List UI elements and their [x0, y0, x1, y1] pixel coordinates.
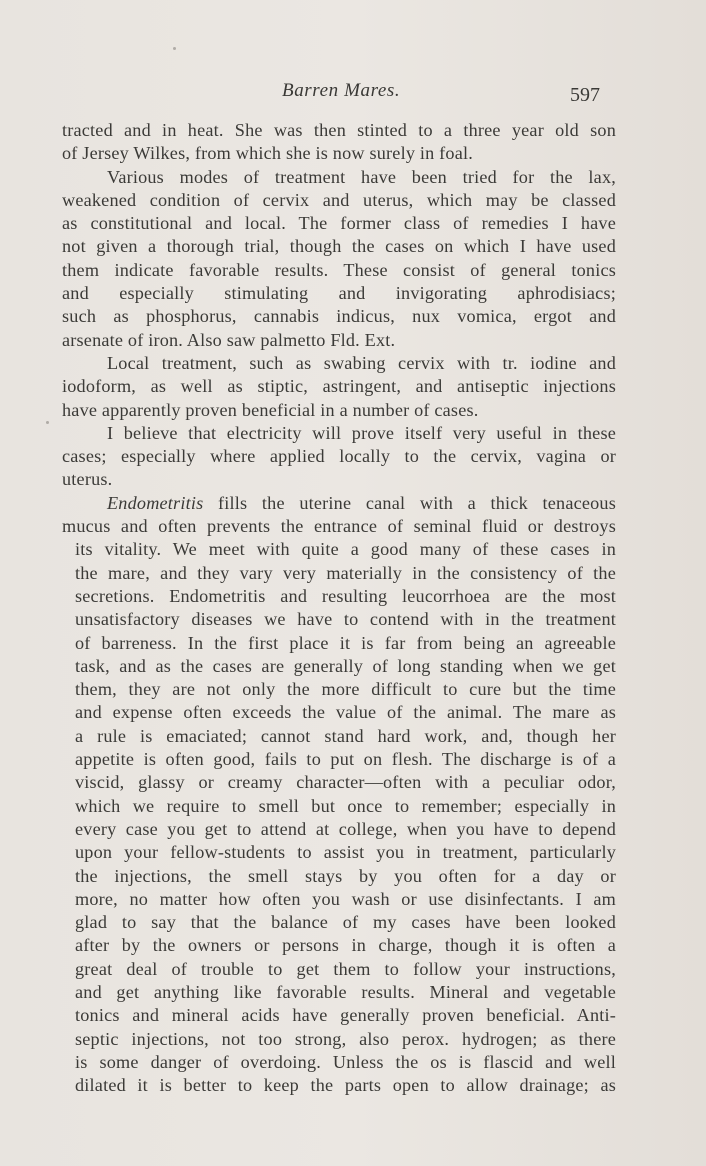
text-line: dilated it is better to keep the parts open to allow drainage; as — [75, 1075, 616, 1096]
text-line: and get anything like favorable results. Mineral and vegetable — [75, 981, 616, 1002]
text-line: not given a thorough trial, though the cases on which I have used — [62, 236, 616, 257]
print-speck — [173, 47, 176, 50]
text-line: Various modes of treatment have been tried for the lax, — [107, 166, 616, 187]
text-line: of Jersey Wilkes, from which she is now surely in foal. — [62, 143, 473, 164]
text-line: I believe that electricity will prove itself very useful in these — [107, 422, 616, 443]
text-line: weakened condition of cervix and uterus, which may be classed — [62, 189, 616, 210]
text-line: tracted and in heat. She was then stinted to a three year old son — [62, 120, 616, 140]
text-line: iodoform, as well as stiptic, astringent, and antiseptic injections — [62, 376, 616, 397]
text-line: appetite is often good, fails to put on flesh. The discharge is of a — [75, 749, 616, 770]
text-line: them indicate favorable results. These consist of general tonics — [62, 259, 616, 280]
term-endometritis: Endometritis — [107, 492, 204, 513]
text-line: great deal of trouble to get them to follow your instructions, — [75, 958, 616, 979]
text-line: upon your fellow-students to assist you in treatment, particularly — [75, 842, 616, 863]
text-line: them, they are not only the more difficult to cure but the time — [75, 679, 616, 700]
text-line: its vitality. We meet with quite a good many of these cases in — [75, 539, 616, 560]
body-text — [62, 119, 616, 1097]
text-line: uterus. — [62, 469, 113, 490]
page-header — [0, 80, 706, 110]
text-line: and expense often exceeds the value of the animal. The mare as — [75, 702, 616, 723]
text-line: cases; especially where applied locally to the cervix, vagina or — [62, 446, 616, 467]
text-line: unsatisfactory diseases we have to contend with in the treatment — [75, 609, 616, 630]
text-line: the mare, and they vary very materially in the consistency of the — [75, 562, 616, 583]
text-line: glad to say that the balance of my cases have been looked — [75, 912, 616, 933]
text-line: more, no matter how often you wash or use disinfectants. I am — [75, 888, 616, 909]
text-line: arsenate of iron. Also saw palmetto Fld. Ext. — [62, 329, 396, 350]
text-line-rest: fills the uterine canal with a thick tenaceous — [203, 492, 616, 513]
text-line: have apparently proven beneficial in a number of cases. — [62, 399, 479, 420]
text-line: after by the owners or persons in charge, though it is often a — [75, 935, 616, 956]
page-number: 597 — [570, 84, 600, 106]
text-line: which we require to smell but once to remember; especially in — [75, 795, 616, 816]
running-title: Barren Mares. — [282, 80, 401, 101]
print-speck — [46, 421, 49, 424]
text-line: secretions. Endometritis and resulting leucorrhoea are the most — [75, 585, 616, 606]
text-line: and especially stimulating and invigorating aphrodisiacs; — [62, 283, 616, 304]
text-line: viscid, glassy or creamy character—often with a peculiar odor, — [75, 772, 616, 793]
text-line: a rule is emaciated; cannot stand hard work, and, though her — [75, 725, 616, 746]
text-line: septic injections, not too strong, also perox. hydrogen; as there — [75, 1028, 616, 1049]
text-line: Local treatment, such as swabing cervix with tr. iodine and — [107, 352, 616, 373]
text-line: is some danger of overdoing. Unless the os is flascid and well — [75, 1051, 616, 1072]
text-line: tonics and mineral acids have generally proven beneficial. Anti- — [75, 1005, 616, 1026]
text-line: task, and as the cases are generally of long standing when we get — [75, 655, 616, 676]
text-line: every case you get to attend at college, when you have to depend — [75, 818, 616, 839]
text-line: such as phosphorus, cannabis indicus, nux vomica, ergot and — [62, 306, 616, 327]
text-line: mucus and often prevents the entrance of seminal fluid or destroys — [62, 516, 616, 537]
text-line: of barreness. In the first place it is far from being an agreeable — [75, 632, 616, 653]
text-line: as constitutional and local. The former class of remedies I have — [62, 213, 616, 234]
text-line: the injections, the smell stays by you often for a day or — [75, 865, 616, 886]
text-line — [62, 492, 616, 515]
